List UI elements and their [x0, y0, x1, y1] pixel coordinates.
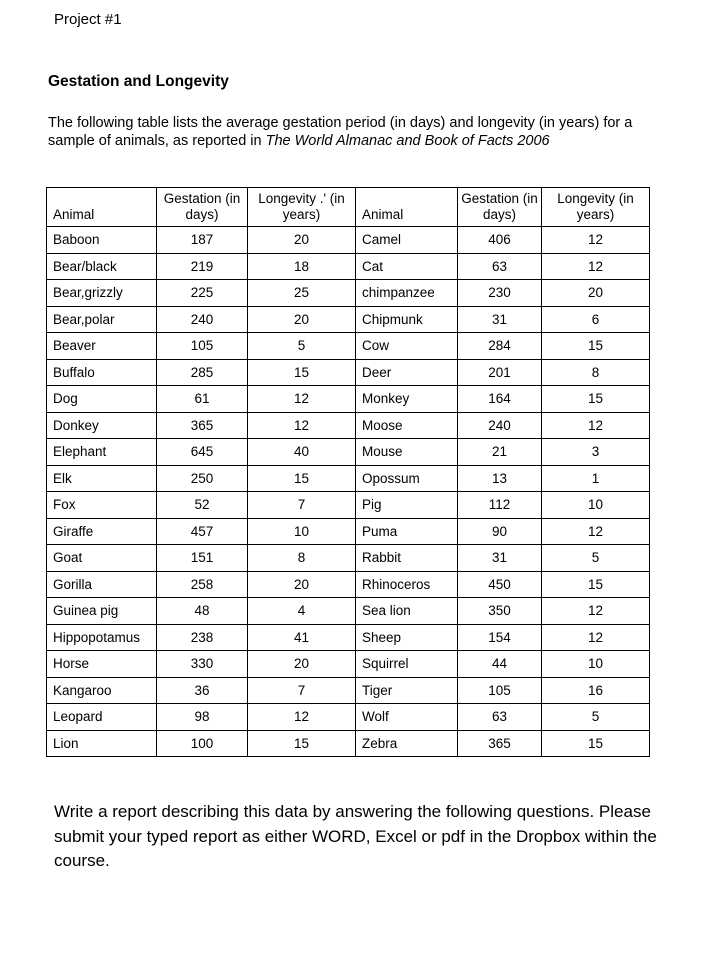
animal-cell: Cow: [356, 333, 458, 360]
gestation-cell: 350: [458, 598, 542, 625]
gestation-cell: 645: [157, 439, 248, 466]
animal-cell: Fox: [47, 492, 157, 519]
gestation-cell: 230: [458, 280, 542, 307]
animal-cell: Gorilla: [47, 571, 157, 598]
longevity-cell: 15: [248, 359, 356, 386]
animal-cell: Guinea pig: [47, 598, 157, 625]
gestation-cell: 44: [458, 651, 542, 678]
table-row: [47, 518, 650, 545]
gestation-cell: 63: [458, 704, 542, 731]
animal-cell: Elephant: [47, 439, 157, 466]
animal-cell: Goat: [47, 545, 157, 572]
table-row: [47, 359, 650, 386]
table-row: [47, 492, 650, 519]
animal-cell: Hippopotamus: [47, 624, 157, 651]
gestation-cell: 164: [458, 386, 542, 413]
longevity-cell: 10: [248, 518, 356, 545]
longevity-cell: 12: [542, 253, 650, 280]
animal-cell: Dog: [47, 386, 157, 413]
longevity-cell: 12: [542, 412, 650, 439]
longevity-cell: 20: [248, 651, 356, 678]
gestation-cell: 61: [157, 386, 248, 413]
gestation-cell: 154: [458, 624, 542, 651]
gestation-cell: 105: [458, 677, 542, 704]
header-animal-right: Animal: [356, 188, 458, 227]
gestation-cell: 365: [157, 412, 248, 439]
longevity-cell: 15: [542, 386, 650, 413]
header-gestation-left: Gestation (in days): [157, 188, 248, 227]
animal-cell: Mouse: [356, 439, 458, 466]
longevity-cell: 15: [248, 465, 356, 492]
table-row: [47, 598, 650, 625]
animal-cell: Cat: [356, 253, 458, 280]
longevity-cell: 7: [248, 677, 356, 704]
longevity-cell: 12: [248, 386, 356, 413]
gestation-cell: 36: [157, 677, 248, 704]
animal-cell: Rhinoceros: [356, 571, 458, 598]
longevity-cell: 5: [248, 333, 356, 360]
table-row: [47, 412, 650, 439]
animal-cell: Baboon: [47, 227, 157, 254]
table-row: [47, 333, 650, 360]
longevity-cell: 5: [542, 545, 650, 572]
gestation-cell: 13: [458, 465, 542, 492]
animal-cell: Camel: [356, 227, 458, 254]
animal-cell: Zebra: [356, 730, 458, 757]
animal-cell: Beaver: [47, 333, 157, 360]
longevity-cell: 12: [248, 704, 356, 731]
gestation-cell: 151: [157, 545, 248, 572]
animal-cell: Elk: [47, 465, 157, 492]
animal-cell: Donkey: [47, 412, 157, 439]
animal-cell: Rabbit: [356, 545, 458, 572]
gestation-cell: 63: [458, 253, 542, 280]
longevity-cell: 18: [248, 253, 356, 280]
gestation-cell: 31: [458, 545, 542, 572]
longevity-cell: 3: [542, 439, 650, 466]
animal-cell: Giraffe: [47, 518, 157, 545]
longevity-cell: 8: [248, 545, 356, 572]
longevity-cell: 4: [248, 598, 356, 625]
table-row: [47, 439, 650, 466]
table-row: [47, 571, 650, 598]
gestation-cell: 98: [157, 704, 248, 731]
animal-cell: Puma: [356, 518, 458, 545]
table-header-row: [47, 188, 650, 227]
table-row: [47, 677, 650, 704]
longevity-cell: 12: [542, 624, 650, 651]
table-row: [47, 545, 650, 572]
longevity-cell: 8: [542, 359, 650, 386]
animal-cell: Monkey: [356, 386, 458, 413]
table-row: [47, 624, 650, 651]
gestation-cell: 90: [458, 518, 542, 545]
animal-cell: Tiger: [356, 677, 458, 704]
longevity-cell: 15: [542, 571, 650, 598]
animal-cell: Sheep: [356, 624, 458, 651]
longevity-cell: 5: [542, 704, 650, 731]
longevity-cell: 12: [542, 598, 650, 625]
table-row: [47, 730, 650, 757]
gestation-cell: 48: [157, 598, 248, 625]
gestation-cell: 187: [157, 227, 248, 254]
animal-cell: Squirrel: [356, 651, 458, 678]
gestation-cell: 201: [458, 359, 542, 386]
longevity-cell: 20: [248, 306, 356, 333]
animal-cell: Kangaroo: [47, 677, 157, 704]
gestation-cell: 21: [458, 439, 542, 466]
longevity-cell: 12: [542, 518, 650, 545]
longevity-cell: 10: [542, 492, 650, 519]
animal-cell: Opossum: [356, 465, 458, 492]
gestation-cell: 219: [157, 253, 248, 280]
animal-cell: Pig: [356, 492, 458, 519]
gestation-cell: 240: [157, 306, 248, 333]
gestation-cell: 450: [458, 571, 542, 598]
gestation-cell: 285: [157, 359, 248, 386]
animal-cell: Bear/black: [47, 253, 157, 280]
table-row: [47, 227, 650, 254]
longevity-cell: 1: [542, 465, 650, 492]
animal-data-table: [46, 187, 650, 757]
animal-cell: Bear,grizzly: [47, 280, 157, 307]
longevity-cell: 7: [248, 492, 356, 519]
header-animal-left: Animal: [47, 188, 157, 227]
gestation-cell: 238: [157, 624, 248, 651]
table-row: [47, 306, 650, 333]
animal-cell: chimpanzee: [356, 280, 458, 307]
table-row: [47, 651, 650, 678]
table-body: [47, 227, 650, 757]
gestation-cell: 31: [458, 306, 542, 333]
gestation-cell: 225: [157, 280, 248, 307]
longevity-cell: 12: [248, 412, 356, 439]
longevity-cell: 15: [542, 730, 650, 757]
gestation-cell: 100: [157, 730, 248, 757]
longevity-cell: 6: [542, 306, 650, 333]
animal-cell: Buffalo: [47, 359, 157, 386]
animal-cell: Sea lion: [356, 598, 458, 625]
longevity-cell: 41: [248, 624, 356, 651]
gestation-cell: 240: [458, 412, 542, 439]
longevity-cell: 25: [248, 280, 356, 307]
source-title: The World Almanac and Book of Facts 2006: [265, 133, 550, 149]
header-gestation-right: Gestation (in days): [458, 188, 542, 227]
animal-cell: Moose: [356, 412, 458, 439]
longevity-cell: 15: [248, 730, 356, 757]
gestation-cell: 250: [157, 465, 248, 492]
gestation-cell: 406: [458, 227, 542, 254]
animal-cell: Lion: [47, 730, 157, 757]
table-row: [47, 386, 650, 413]
longevity-cell: 12: [542, 227, 650, 254]
longevity-cell: 20: [248, 571, 356, 598]
gestation-cell: 105: [157, 333, 248, 360]
header-longevity-left: Longevity .' (in years): [248, 188, 356, 227]
gestation-cell: 284: [458, 333, 542, 360]
longevity-cell: 10: [542, 651, 650, 678]
intro-text: The following table lists the average gestation period (in days) and longevity (in years) for a sample of animals, as reported in: [48, 115, 633, 149]
animal-cell: Leopard: [47, 704, 157, 731]
page-title: Gestation and Longevity: [48, 73, 229, 90]
table-row: [47, 253, 650, 280]
intro-paragraph: [48, 114, 660, 150]
longevity-cell: 16: [542, 677, 650, 704]
project-label: Project #1: [54, 11, 122, 28]
table-row: [47, 465, 650, 492]
header-longevity-right: Longevity (in years): [542, 188, 650, 227]
longevity-cell: 20: [248, 227, 356, 254]
table-row: [47, 280, 650, 307]
animal-cell: Wolf: [356, 704, 458, 731]
gestation-cell: 330: [157, 651, 248, 678]
animal-cell: Bear,polar: [47, 306, 157, 333]
animal-cell: Horse: [47, 651, 157, 678]
report-instructions: Write a report describing this data by answering the following questions. Please submit your typed report as either WORD, Excel or pdf in the Dropbox within the course.: [54, 802, 657, 870]
longevity-cell: 15: [542, 333, 650, 360]
gestation-cell: 457: [157, 518, 248, 545]
table-row: [47, 704, 650, 731]
longevity-cell: 40: [248, 439, 356, 466]
gestation-cell: 112: [458, 492, 542, 519]
longevity-cell: 20: [542, 280, 650, 307]
gestation-cell: 258: [157, 571, 248, 598]
animal-cell: Deer: [356, 359, 458, 386]
gestation-cell: 365: [458, 730, 542, 757]
gestation-cell: 52: [157, 492, 248, 519]
animal-cell: Chipmunk: [356, 306, 458, 333]
